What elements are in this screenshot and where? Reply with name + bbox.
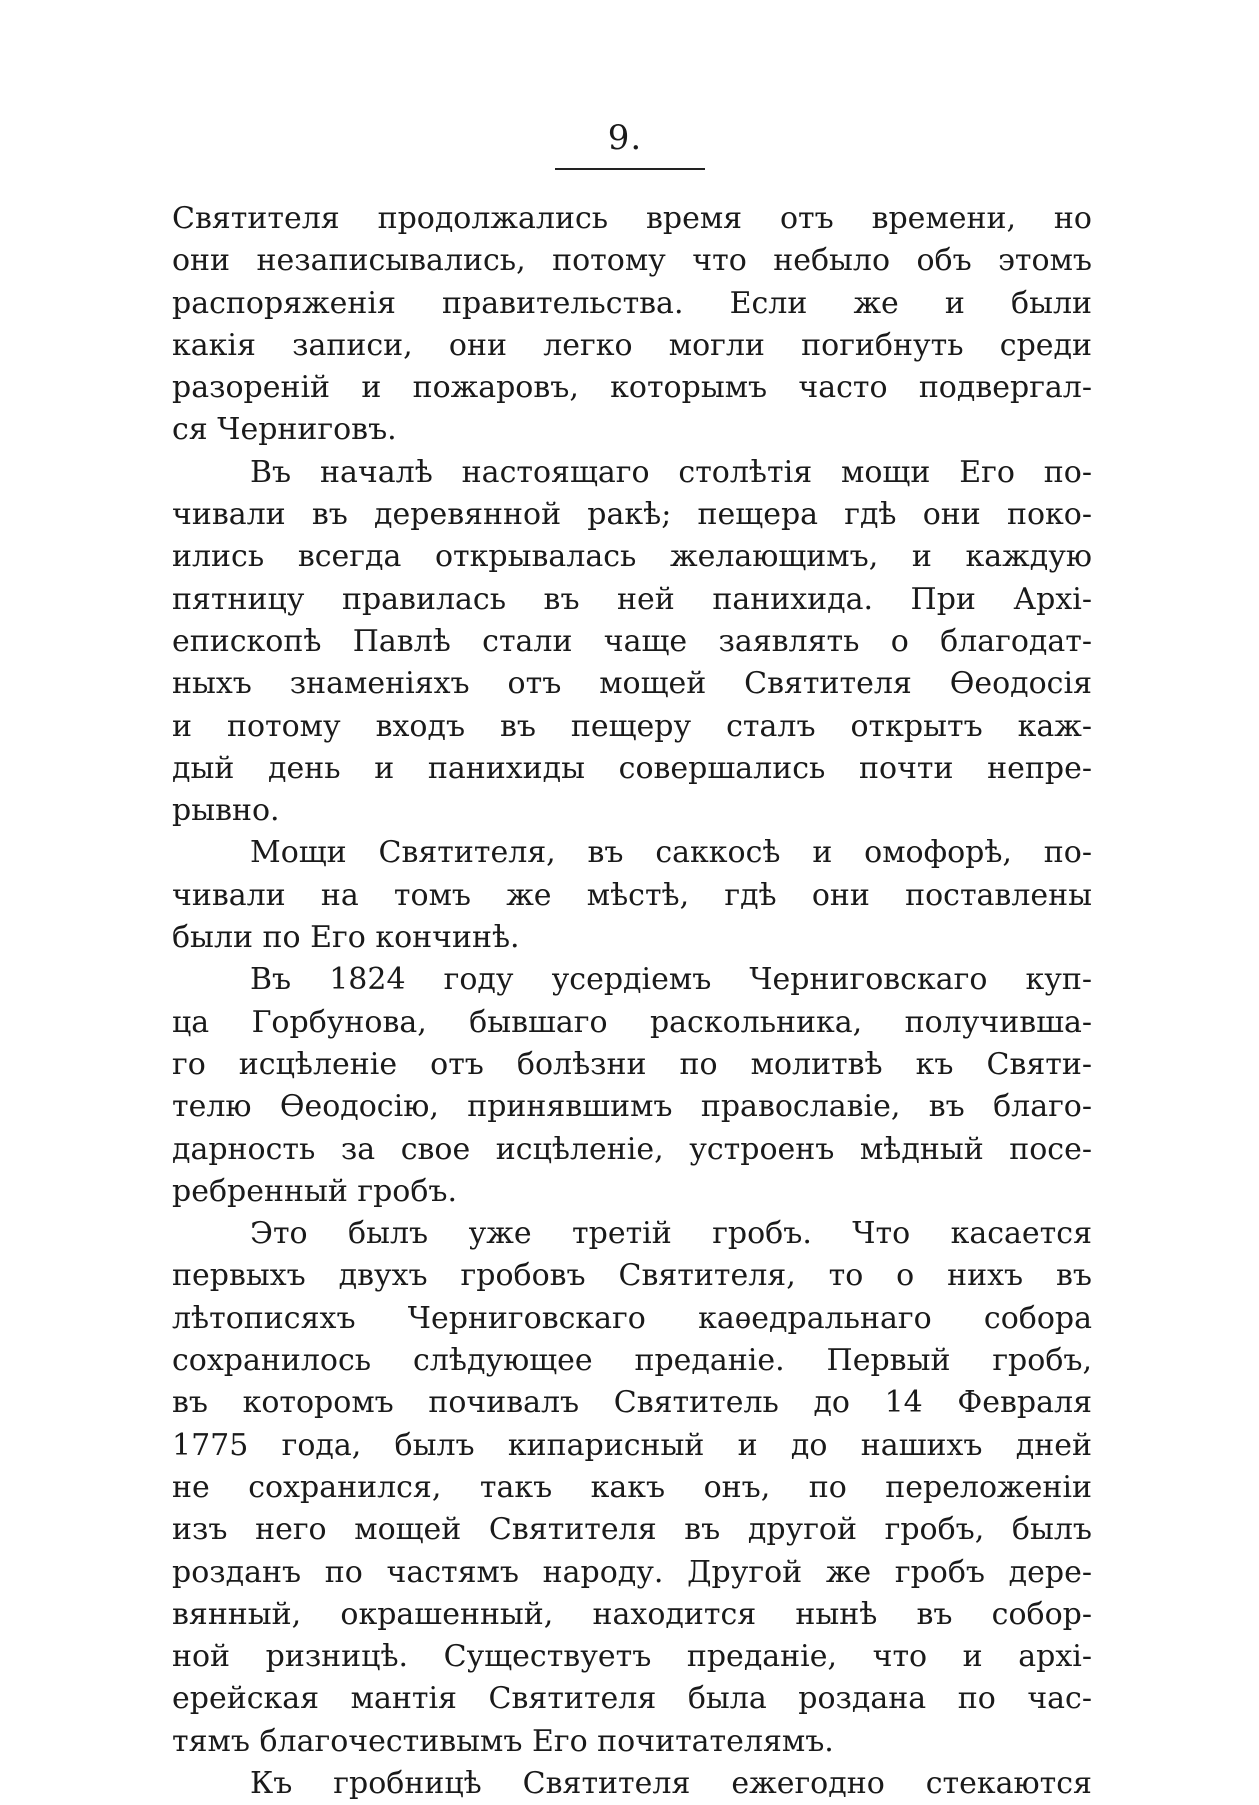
text-line: разореній и пожаровъ, которымъ часто подвергал- xyxy=(172,370,1092,406)
text-line: были по Его кончинѣ. xyxy=(172,920,520,956)
text-line: въ которомъ почивалъ Святитель до 14 Февраля xyxy=(172,1385,1092,1421)
text-line: ребренный гробъ. xyxy=(172,1173,458,1209)
text-line: распоряженія правительства. Если же и были xyxy=(172,285,1092,321)
text-line: первыхъ двухъ гробовъ Святителя, то о нихъ въ xyxy=(172,1258,1092,1294)
text-line: лѣтописяхъ Черниговскаго каѳедральнаго собора xyxy=(172,1300,1092,1336)
text-line: чивали на томъ же мѣстѣ, гдѣ они поставлены xyxy=(172,877,1092,913)
body-text xyxy=(172,198,1092,1805)
text-line: ца Горбунова, бывшаго раскольника, получившa- xyxy=(172,1004,1092,1040)
text-line: пятницу правилась въ ней панихида. При Архі- xyxy=(172,581,1092,617)
text-line: они незаписывались, потому что небыло объ этомъ xyxy=(172,243,1092,279)
text-line: ся Черниговъ. xyxy=(172,412,397,448)
text-line: и потому входъ въ пещеру сталъ открытъ каж- xyxy=(172,708,1092,744)
text-line: тямъ благочестивымъ Его почитателямъ. xyxy=(172,1723,834,1759)
text-line: Это былъ уже третій гробъ. Что касается xyxy=(250,1216,1092,1252)
text-line: изъ него мощей Святителя въ другой гробъ, былъ xyxy=(172,1512,1092,1548)
text-line: Святителя продолжались время отъ времени, но xyxy=(172,201,1092,236)
text-line: розданъ по частямъ народу. Другой же гробъ дере- xyxy=(172,1554,1092,1590)
page-number: 9. xyxy=(607,118,643,158)
text-line: ерейская мантія Святителя была роздана по час- xyxy=(172,1681,1092,1717)
text-line: сохранилось слѣдующее преданіе. Первый гробъ, xyxy=(172,1343,1092,1379)
page-number-rule xyxy=(555,168,705,170)
text-line: Къ гробницѣ Святителя ежегодно стекаются xyxy=(250,1765,1092,1801)
text-line: Въ началѣ настоящаго столѣтія мощи Его по- xyxy=(250,454,1092,490)
text-line: телю Ѳеодосію, принявшимъ православіе, въ благо- xyxy=(172,1089,1092,1125)
text-line: не сохранился, такъ какъ онъ, по переложеніи xyxy=(172,1469,1092,1505)
text-line: Въ 1824 году усердіемъ Черниговскаго куп- xyxy=(250,962,1092,998)
text-line: дый день и панихиды совершались почти непре- xyxy=(172,750,1092,786)
text-line: Мощи Святителя, въ саккосѣ и омофорѣ, по- xyxy=(250,835,1092,871)
text-line: ились всегда открывалась желающимъ, и каждую xyxy=(172,539,1092,575)
text-line: дарность за свое исцѣленіе, устроенъ мѣдный посе- xyxy=(172,1131,1092,1167)
text-line: ныхъ знаменіяхъ отъ мощей Святителя Ѳеодосія xyxy=(172,666,1092,702)
text-line: го исцѣленіе отъ болѣзни по молитвѣ къ Святи- xyxy=(172,1046,1092,1082)
text-line: епископѣ Павлѣ стали чаще заявлять о благодат- xyxy=(172,623,1092,659)
text-line: ной ризницѣ. Существуетъ преданіе, что и архі- xyxy=(172,1639,1092,1675)
text-line: чивали въ деревянной ракѣ; пещера гдѣ они поко- xyxy=(172,497,1092,533)
text-line: какія записи, они легко могли погибнуть среди xyxy=(172,327,1092,363)
text-line: рывно. xyxy=(172,793,280,829)
text-line: вянный, окрашенный, находится нынѣ въ собор- xyxy=(172,1596,1092,1632)
text-line: 1775 года, былъ кипарисный и до нашихъ дней xyxy=(172,1427,1092,1463)
